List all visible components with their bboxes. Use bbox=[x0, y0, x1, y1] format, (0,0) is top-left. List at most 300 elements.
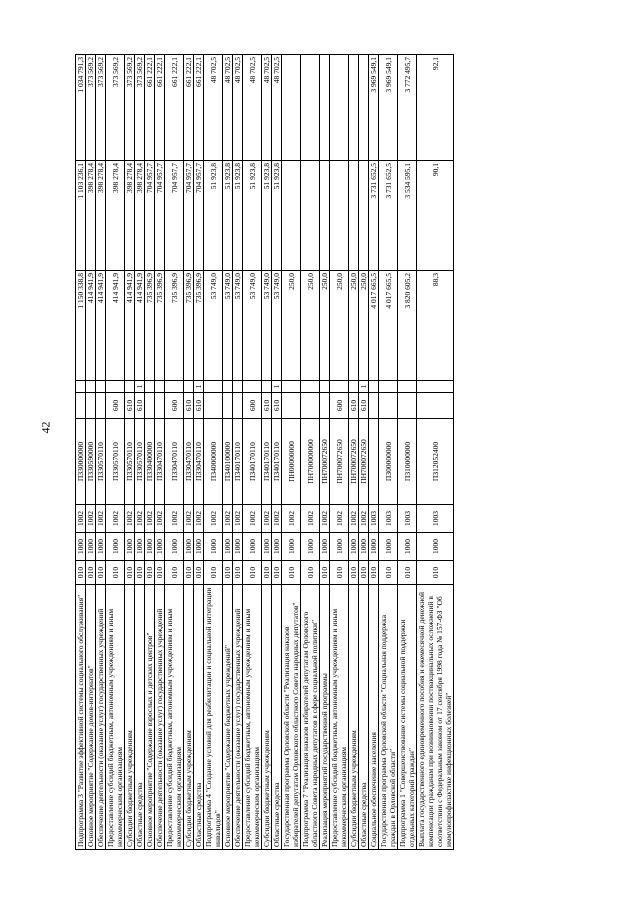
row-source-code bbox=[86, 381, 96, 393]
row-subsection: 1002 bbox=[106, 505, 125, 533]
row-subsection: 1002 bbox=[243, 505, 262, 533]
row-amount-1: 735 396,9 bbox=[155, 271, 165, 381]
row-amount-3: 661 222,1 bbox=[184, 55, 194, 161]
row-amount-2: 704 957,7 bbox=[155, 161, 165, 271]
row-section: 1000 bbox=[398, 533, 417, 561]
row-amount-1: 250,0 bbox=[330, 271, 349, 381]
row-subsection: 1002 bbox=[184, 505, 194, 533]
row-target-article: ПН700072650 bbox=[320, 419, 330, 505]
row-target-article: ПН700072650 bbox=[359, 419, 369, 505]
row-target-article: П340170110 bbox=[272, 419, 282, 505]
table-row bbox=[125, 55, 135, 850]
row-amount-2 bbox=[282, 161, 301, 271]
row-expense-type bbox=[417, 393, 454, 419]
row-source-code bbox=[184, 381, 194, 393]
row-amount-2 bbox=[349, 161, 359, 271]
row-expense-type: 610 bbox=[272, 393, 282, 419]
row-name: Предоставление субсидий бюджетным, автономным учреждениям и иным некоммерческим организациям bbox=[330, 585, 349, 850]
table-row bbox=[301, 55, 320, 850]
row-name: Государственная программа Орловской области "Реализация наказов избирателей депутатам Орловского областного Совета народных депутатов" bbox=[282, 585, 301, 850]
row-expense-type bbox=[86, 393, 96, 419]
row-amount-3: 3 969 549,1 bbox=[379, 55, 398, 161]
table-row bbox=[204, 55, 223, 850]
row-name: Субсидии бюджетным учреждениям bbox=[184, 585, 194, 850]
row-amount-2: 1 103 236,1 bbox=[76, 161, 86, 271]
row-grbs: 010 bbox=[135, 561, 145, 585]
row-amount-3: 48 702,5 bbox=[243, 55, 262, 161]
row-amount-3: 661 222,1 bbox=[145, 55, 155, 161]
row-section: 1000 bbox=[282, 533, 301, 561]
row-amount-2 bbox=[320, 161, 330, 271]
row-grbs: 010 bbox=[359, 561, 369, 585]
row-expense-type bbox=[233, 393, 243, 419]
row-section: 1000 bbox=[145, 533, 155, 561]
row-target-article: П310000000 bbox=[398, 419, 417, 505]
row-amount-3: 48 702,5 bbox=[262, 55, 272, 161]
row-expense-type: 600 bbox=[106, 393, 125, 419]
row-name: Обеспечение деятельности (оказание услуг) государственных учреждений bbox=[155, 585, 165, 850]
row-expense-type: 610 bbox=[262, 393, 272, 419]
row-grbs: 010 bbox=[349, 561, 359, 585]
row-name: Обеспечение деятельности (оказание услуг) государственных учреждений bbox=[233, 585, 243, 850]
row-source-code bbox=[106, 381, 125, 393]
row-expense-type bbox=[155, 393, 165, 419]
row-section: 1000 bbox=[194, 533, 204, 561]
budget-table bbox=[75, 54, 454, 850]
row-grbs: 010 bbox=[165, 561, 184, 585]
row-amount-3: 373 569,2 bbox=[106, 55, 125, 161]
row-expense-type: 610 bbox=[349, 393, 359, 419]
table-row bbox=[184, 55, 194, 850]
row-amount-2: 51 923,8 bbox=[272, 161, 282, 271]
table-row bbox=[330, 55, 349, 850]
row-section: 1000 bbox=[320, 533, 330, 561]
row-expense-type: 610 bbox=[135, 393, 145, 419]
row-source-code bbox=[125, 381, 135, 393]
row-subsection: 1003 bbox=[379, 505, 398, 533]
row-target-article: П330570110 bbox=[106, 419, 125, 505]
row-expense-type: 610 bbox=[359, 393, 369, 419]
row-amount-1: 414 941,9 bbox=[106, 271, 125, 381]
row-expense-type: 610 bbox=[194, 393, 204, 419]
row-amount-2 bbox=[330, 161, 349, 271]
row-amount-2: 704 957,7 bbox=[145, 161, 155, 271]
row-amount-2: 51 923,8 bbox=[204, 161, 223, 271]
row-source-code: 1 bbox=[194, 381, 204, 393]
row-grbs: 010 bbox=[106, 561, 125, 585]
row-target-article: П330400000 bbox=[145, 419, 155, 505]
row-name: Субсидии бюджетным учреждениям bbox=[125, 585, 135, 850]
row-subsection: 1002 bbox=[359, 505, 369, 533]
row-name: Реализация мероприятий государственной программы bbox=[320, 585, 330, 850]
row-target-article: П330470110 bbox=[194, 419, 204, 505]
row-target-article bbox=[369, 419, 379, 505]
row-amount-2 bbox=[359, 161, 369, 271]
row-expense-type bbox=[76, 393, 86, 419]
row-amount-2: 398 278,4 bbox=[106, 161, 125, 271]
row-grbs: 010 bbox=[330, 561, 349, 585]
row-amount-1: 735 396,9 bbox=[184, 271, 194, 381]
row-subsection: 1003 bbox=[398, 505, 417, 533]
row-source-code bbox=[155, 381, 165, 393]
table-row bbox=[379, 55, 398, 850]
row-amount-2: 3 731 652,5 bbox=[369, 161, 379, 271]
row-amount-3 bbox=[301, 55, 320, 161]
row-target-article: ПН700072650 bbox=[330, 419, 349, 505]
row-expense-type bbox=[369, 393, 379, 419]
row-subsection: 1002 bbox=[282, 505, 301, 533]
row-amount-3: 661 222,1 bbox=[155, 55, 165, 161]
row-source-code: 1 bbox=[135, 381, 145, 393]
row-section: 1000 bbox=[417, 533, 454, 561]
row-amount-3: 373 569,2 bbox=[86, 55, 96, 161]
row-section: 1000 bbox=[359, 533, 369, 561]
table-row bbox=[76, 55, 86, 850]
row-source-code bbox=[165, 381, 184, 393]
row-section: 1000 bbox=[96, 533, 106, 561]
row-name: Подпрограмма 4 "Создание условий для реабилитации и социальной интеграции инвалидов" bbox=[204, 585, 223, 850]
row-section: 1000 bbox=[76, 533, 86, 561]
row-section: 1000 bbox=[106, 533, 125, 561]
row-subsection: 1002 bbox=[145, 505, 155, 533]
row-target-article: П330590000 bbox=[86, 419, 96, 505]
row-grbs: 010 bbox=[204, 561, 223, 585]
row-expense-type bbox=[320, 393, 330, 419]
row-expense-type bbox=[223, 393, 233, 419]
row-expense-type: 610 bbox=[125, 393, 135, 419]
row-section: 1000 bbox=[135, 533, 145, 561]
row-section: 1000 bbox=[125, 533, 135, 561]
row-amount-3: 661 222,1 bbox=[165, 55, 184, 161]
row-amount-1: 250,0 bbox=[282, 271, 301, 381]
row-source-code bbox=[76, 381, 86, 393]
row-source-code bbox=[223, 381, 233, 393]
row-amount-1: 414 941,9 bbox=[96, 271, 106, 381]
row-expense-type: 600 bbox=[330, 393, 349, 419]
row-source-code bbox=[145, 381, 155, 393]
row-amount-2: 3 731 652,5 bbox=[379, 161, 398, 271]
row-name: Предоставление субсидий бюджетным, автономным учреждениям и иным некоммерческим организациям bbox=[243, 585, 262, 850]
row-target-article: П330570110 bbox=[96, 419, 106, 505]
row-source-code bbox=[262, 381, 272, 393]
row-name: Областные средства bbox=[135, 585, 145, 850]
row-amount-1: 735 396,9 bbox=[165, 271, 184, 381]
table-row bbox=[272, 55, 282, 850]
row-amount-3: 3 772 495,7 bbox=[398, 55, 417, 161]
row-subsection: 1002 bbox=[320, 505, 330, 533]
row-amount-3: 48 702,5 bbox=[233, 55, 243, 161]
row-target-article: П340170110 bbox=[233, 419, 243, 505]
row-amount-3: 373 569,2 bbox=[125, 55, 135, 161]
table-row bbox=[359, 55, 369, 850]
row-grbs: 010 bbox=[262, 561, 272, 585]
table-row bbox=[349, 55, 359, 850]
row-target-article: П330470110 bbox=[155, 419, 165, 505]
row-subsection: 1002 bbox=[301, 505, 320, 533]
row-subsection: 1002 bbox=[233, 505, 243, 533]
row-name: Подпрограмма 7 "Реализация наказов избирателей депутатам Орловского областного Совета народных депутатов в сфере социальной политики" bbox=[301, 585, 320, 850]
row-source-code bbox=[330, 381, 349, 393]
row-expense-type bbox=[398, 393, 417, 419]
row-section: 1000 bbox=[243, 533, 262, 561]
table-row bbox=[194, 55, 204, 850]
row-expense-type bbox=[96, 393, 106, 419]
row-name: Областные средства bbox=[272, 585, 282, 850]
row-grbs: 010 bbox=[369, 561, 379, 585]
row-section: 1000 bbox=[233, 533, 243, 561]
row-grbs: 010 bbox=[233, 561, 243, 585]
row-subsection: 1002 bbox=[272, 505, 282, 533]
row-expense-type: 610 bbox=[184, 393, 194, 419]
row-source-code bbox=[369, 381, 379, 393]
row-section: 1000 bbox=[369, 533, 379, 561]
row-subsection: 1003 bbox=[369, 505, 379, 533]
row-amount-1: 250,0 bbox=[301, 271, 320, 381]
row-amount-2: 398 278,4 bbox=[125, 161, 135, 271]
row-grbs: 010 bbox=[282, 561, 301, 585]
table-row bbox=[417, 55, 454, 850]
row-amount-2: 398 278,4 bbox=[135, 161, 145, 271]
row-amount-3: 661 222,1 bbox=[194, 55, 204, 161]
table-row bbox=[243, 55, 262, 850]
row-source-code bbox=[301, 381, 320, 393]
row-source-code bbox=[204, 381, 223, 393]
table-row bbox=[398, 55, 417, 850]
row-amount-3 bbox=[330, 55, 349, 161]
row-name: Основное мероприятие "Содержание взрослых и детских центров" bbox=[145, 585, 155, 850]
row-amount-3: 92,1 bbox=[417, 55, 454, 161]
row-amount-2: 51 923,8 bbox=[233, 161, 243, 271]
row-grbs: 010 bbox=[379, 561, 398, 585]
row-source-code bbox=[398, 381, 417, 393]
table-row bbox=[282, 55, 301, 850]
row-target-article: П340170110 bbox=[243, 419, 262, 505]
row-name: Областные средства bbox=[359, 585, 369, 850]
row-target-article: П330570110 bbox=[135, 419, 145, 505]
row-grbs: 010 bbox=[86, 561, 96, 585]
row-target-article: П312052400 bbox=[417, 419, 454, 505]
row-subsection: 1002 bbox=[349, 505, 359, 533]
row-grbs: 010 bbox=[184, 561, 194, 585]
row-expense-type bbox=[379, 393, 398, 419]
row-target-article: П330470110 bbox=[165, 419, 184, 505]
row-amount-1: 250,0 bbox=[320, 271, 330, 381]
table-row bbox=[262, 55, 272, 850]
table-row bbox=[223, 55, 233, 850]
row-amount-2: 51 923,8 bbox=[262, 161, 272, 271]
row-section: 1000 bbox=[165, 533, 184, 561]
row-subsection: 1002 bbox=[155, 505, 165, 533]
row-expense-type: 600 bbox=[243, 393, 262, 419]
row-amount-1: 4 017 665,5 bbox=[369, 271, 379, 381]
row-amount-1: 414 941,9 bbox=[125, 271, 135, 381]
row-subsection: 1002 bbox=[194, 505, 204, 533]
row-subsection: 1002 bbox=[165, 505, 184, 533]
row-subsection: 1002 bbox=[262, 505, 272, 533]
row-amount-2: 51 923,8 bbox=[243, 161, 262, 271]
row-amount-3 bbox=[282, 55, 301, 161]
row-source-code bbox=[417, 381, 454, 393]
row-grbs: 010 bbox=[272, 561, 282, 585]
row-amount-3 bbox=[320, 55, 330, 161]
row-grbs: 010 bbox=[398, 561, 417, 585]
table-row bbox=[96, 55, 106, 850]
row-subsection: 1002 bbox=[96, 505, 106, 533]
row-section: 1000 bbox=[86, 533, 96, 561]
row-amount-2: 398 278,4 bbox=[96, 161, 106, 271]
row-source-code bbox=[282, 381, 301, 393]
row-amount-3: 48 702,5 bbox=[272, 55, 282, 161]
row-subsection: 1002 bbox=[330, 505, 349, 533]
row-target-article: ПН00000000 bbox=[282, 419, 301, 505]
row-amount-3: 1 034 791,3 bbox=[76, 55, 86, 161]
table-row bbox=[320, 55, 330, 850]
table-row bbox=[233, 55, 243, 850]
row-source-code bbox=[233, 381, 243, 393]
row-grbs: 010 bbox=[223, 561, 233, 585]
row-name: Предоставление субсидий бюджетным, автономным учреждениям и иным некоммерческим организациям bbox=[165, 585, 184, 850]
row-name: Государственная программа Орловской области "Социальная поддержка граждан в Орловской области" bbox=[379, 585, 398, 850]
row-section: 1000 bbox=[349, 533, 359, 561]
row-section: 1000 bbox=[155, 533, 165, 561]
row-amount-1: 1 150 338,8 bbox=[76, 271, 86, 381]
row-amount-3: 48 702,5 bbox=[223, 55, 233, 161]
table-row bbox=[155, 55, 165, 850]
row-grbs: 010 bbox=[301, 561, 320, 585]
row-source-code: 1 bbox=[359, 381, 369, 393]
row-amount-1: 735 396,9 bbox=[194, 271, 204, 381]
row-amount-2: 704 957,7 bbox=[194, 161, 204, 271]
page-number: 42 bbox=[38, 421, 53, 434]
table-row bbox=[86, 55, 96, 850]
row-amount-1: 4 017 665,5 bbox=[379, 271, 398, 381]
row-grbs: 010 bbox=[96, 561, 106, 585]
row-amount-3: 3 969 549,1 bbox=[369, 55, 379, 161]
row-amount-1: 250,0 bbox=[359, 271, 369, 381]
row-grbs: 010 bbox=[194, 561, 204, 585]
row-target-article: ПН700000000 bbox=[301, 419, 320, 505]
row-name: Социальное обеспечение населения bbox=[369, 585, 379, 850]
row-expense-type bbox=[145, 393, 155, 419]
row-grbs: 010 bbox=[320, 561, 330, 585]
row-source-code bbox=[320, 381, 330, 393]
row-amount-3: 48 702,5 bbox=[204, 55, 223, 161]
row-amount-2: 398 278,4 bbox=[86, 161, 96, 271]
row-grbs: 010 bbox=[125, 561, 135, 585]
row-amount-1: 53 749,0 bbox=[272, 271, 282, 381]
row-section: 1000 bbox=[204, 533, 223, 561]
row-amount-3: 373 569,2 bbox=[96, 55, 106, 161]
row-grbs: 010 bbox=[145, 561, 155, 585]
row-amount-1: 414 941,9 bbox=[135, 271, 145, 381]
row-name: Основное мероприятие "Содержание домов-интернатов" bbox=[86, 585, 96, 850]
row-subsection: 1002 bbox=[86, 505, 96, 533]
row-target-article: П340100000 bbox=[223, 419, 233, 505]
row-grbs: 010 bbox=[243, 561, 262, 585]
row-amount-1: 3 820 605,2 bbox=[398, 271, 417, 381]
row-amount-2: 704 957,7 bbox=[184, 161, 194, 271]
row-amount-2: 704 957,7 bbox=[165, 161, 184, 271]
row-amount-1: 53 749,0 bbox=[204, 271, 223, 381]
row-grbs: 010 bbox=[76, 561, 86, 585]
row-amount-2 bbox=[301, 161, 320, 271]
row-amount-2: 51 923,8 bbox=[223, 161, 233, 271]
row-target-article: П330000000 bbox=[76, 419, 86, 505]
row-source-code bbox=[379, 381, 398, 393]
row-expense-type bbox=[282, 393, 301, 419]
row-subsection: 1002 bbox=[204, 505, 223, 533]
row-amount-1: 53 749,0 bbox=[233, 271, 243, 381]
row-grbs: 010 bbox=[417, 561, 454, 585]
row-subsection: 1002 bbox=[125, 505, 135, 533]
row-target-article: П340170110 bbox=[262, 419, 272, 505]
row-target-article: П340000000 bbox=[204, 419, 223, 505]
row-amount-1: 88,3 bbox=[417, 271, 454, 381]
row-source-code bbox=[96, 381, 106, 393]
row-subsection: 1002 bbox=[135, 505, 145, 533]
row-source-code: 1 bbox=[272, 381, 282, 393]
row-section: 1000 bbox=[330, 533, 349, 561]
row-section: 1000 bbox=[301, 533, 320, 561]
row-name: Выплата государственного единовременного пособия и ежемесячной денежной компенсации гражданам при возникновении поствакцинальных осложнений в соответствии с Федеральным законом от 17 сентября 1998 года № 157-ФЗ "Об иммунопрофилактике инфекционных болезней" bbox=[417, 585, 454, 850]
row-expense-type bbox=[204, 393, 223, 419]
row-name: Обеспечение деятельности (оказание услуг) государственных учреждений bbox=[96, 585, 106, 850]
row-grbs: 010 bbox=[155, 561, 165, 585]
row-amount-1: 250,0 bbox=[349, 271, 359, 381]
row-section: 1000 bbox=[223, 533, 233, 561]
row-amount-2: 90,1 bbox=[417, 161, 454, 271]
table-row bbox=[369, 55, 379, 850]
row-target-article: П330570110 bbox=[125, 419, 135, 505]
row-amount-1: 414 941,9 bbox=[86, 271, 96, 381]
row-target-article: П330470110 bbox=[184, 419, 194, 505]
row-section: 1000 bbox=[184, 533, 194, 561]
row-section: 1000 bbox=[262, 533, 272, 561]
row-name: Предоставление субсидий бюджетным, автономным учреждениям и иным некоммерческим организациям bbox=[106, 585, 125, 850]
table-row bbox=[145, 55, 155, 850]
row-name: Подпрограмма 3 "Развитие эффективной системы социального обслуживания" bbox=[76, 585, 86, 850]
row-expense-type: 600 bbox=[165, 393, 184, 419]
row-name: Субсидии бюджетным учреждениям bbox=[262, 585, 272, 850]
row-subsection: 1002 bbox=[76, 505, 86, 533]
row-amount-3 bbox=[359, 55, 369, 161]
table-row bbox=[165, 55, 184, 850]
row-source-code bbox=[349, 381, 359, 393]
row-section: 1000 bbox=[272, 533, 282, 561]
row-source-code bbox=[243, 381, 262, 393]
row-amount-3: 373 569,2 bbox=[135, 55, 145, 161]
row-section: 1000 bbox=[379, 533, 398, 561]
row-amount-2: 3 534 595,1 bbox=[398, 161, 417, 271]
row-target-article: ПН700072650 bbox=[349, 419, 359, 505]
budget-table-rotated bbox=[75, 55, 618, 850]
row-amount-1: 735 396,9 bbox=[145, 271, 155, 381]
row-subsection: 1002 bbox=[223, 505, 233, 533]
row-name: Подпрограмма 1 "Совершенствование системы социальной поддержки отдельных категорий граждан" bbox=[398, 585, 417, 850]
row-amount-3 bbox=[349, 55, 359, 161]
row-expense-type bbox=[301, 393, 320, 419]
row-name: Основное мероприятие "Содержание бюджетных учреждений" bbox=[223, 585, 233, 850]
table-row bbox=[106, 55, 125, 850]
row-amount-1: 53 749,0 bbox=[262, 271, 272, 381]
row-name: Областные средства bbox=[194, 585, 204, 850]
row-target-article: П300000000 bbox=[379, 419, 398, 505]
row-subsection: 1003 bbox=[417, 505, 454, 533]
row-amount-1: 53 749,0 bbox=[223, 271, 233, 381]
row-amount-1: 53 749,0 bbox=[243, 271, 262, 381]
row-name: Субсидии бюджетным учреждениям bbox=[349, 585, 359, 850]
table-row bbox=[135, 55, 145, 850]
